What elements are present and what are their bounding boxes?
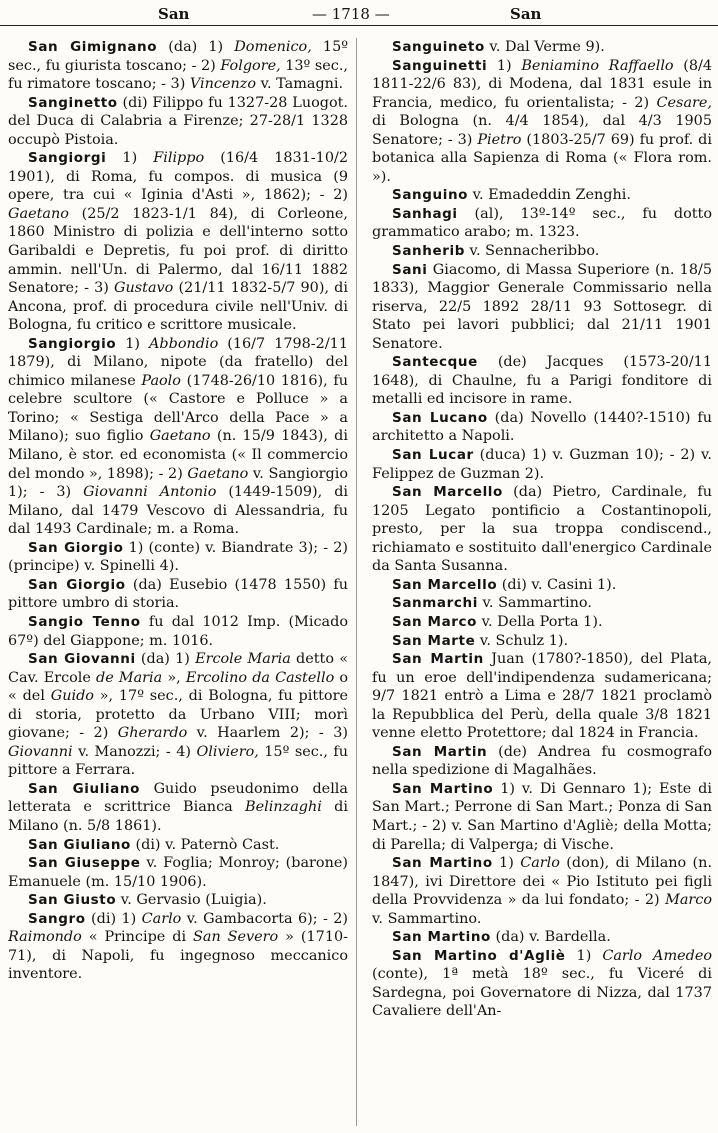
entry-italic-text: San Severo (193, 929, 279, 946)
dictionary-entry (372, 613, 712, 632)
entry-headword: San Gimignano (28, 39, 158, 55)
entry-italic-text: Giovanni (8, 743, 73, 760)
entry-text: (1449-1509), di Milano, dal 1479 Vescovo di Alessandria, fu dal 1493 Cardinale; m. a Roma. (8, 484, 348, 538)
entry-italic-text: Guido (50, 688, 94, 705)
dictionary-entry (372, 409, 712, 446)
dictionary-entry (372, 57, 712, 187)
entry-text: Guido pseudonimo della letterata e scrittrice Bianca (8, 780, 348, 816)
entry-italic-text: Gaetano (187, 465, 249, 482)
entry-italic-text: Gaetano (8, 205, 69, 222)
entry-headword: Sanguinetti (392, 57, 488, 74)
entry-text: 1) (conte) v. Biandrate 3); - 2) (principe) v. Spinelli 4). (8, 539, 348, 575)
dictionary-entry (8, 539, 348, 576)
entry-italic-text: Gherardo (117, 725, 188, 742)
entry-italic-text: Gaetano (149, 428, 211, 445)
dictionary-entry (372, 576, 712, 595)
entry-headword: Sangiorgio (28, 335, 117, 352)
entry-headword: San Martino d'Agliè (392, 947, 566, 964)
dictionary-entry (8, 854, 348, 891)
entry-text: v. Manozzi; - 4) (72, 743, 197, 760)
entry-italic-text: Vincenzo (189, 76, 257, 93)
dictionary-entry (372, 743, 712, 780)
entry-text: (da) 1) (157, 39, 235, 55)
entry-headword: Sangio Tenno (28, 613, 141, 630)
entry-italic-text: Belinzaghi (245, 799, 322, 816)
entry-text: v. Sangiorgio 1); - 3) (8, 465, 348, 501)
entry-text: di Milano (n. 5/8 1861). (8, 799, 348, 834)
dictionary-entry (8, 576, 348, 613)
dictionary-entry (372, 780, 712, 854)
entry-italic-text: Abbondio (149, 335, 219, 352)
entry-italic-text: Carlo (141, 910, 182, 927)
entry-text: (duca) 1) v. Guzman 10); - 2) v. Felippez de Guzman 2). (372, 447, 712, 482)
entry-text: (al), 13º-14º sec., fu dotto grammatico arabo; m. 1323. (372, 205, 712, 241)
entry-text: v. Gervasio (Luigia). (116, 892, 267, 909)
dictionary-entry (372, 446, 712, 483)
entry-text: (de) Andrea fu cosmografo nella spedizione di Magalhães. (372, 743, 712, 779)
entry-headword: San Marte (392, 632, 476, 649)
entry-text: (di) v. Paternò Cast. (130, 836, 280, 853)
entry-italic-text: Cesare, (656, 94, 712, 111)
left-column (8, 38, 348, 1128)
entry-text: (n. 15/9 1843), di Milano, è stor. ed economista (« Il commercio del mondo », 1898); - 2) (8, 428, 348, 482)
entry-text: Giacomo, di Massa Superiore (n. 18/5 1833), Maggior Generale Commissario nella riserva, 22/5 1892 28/11 93 Sottosegr. di Stato pei lavori pubblici; dal 21/11 1901 Senatore. (372, 261, 712, 352)
entry-headword: Sanguino (392, 187, 469, 204)
dictionary-entry (372, 947, 712, 1021)
entry-italic-text: Raimondo (8, 929, 82, 946)
entry-headword: San Giorgio (28, 576, 126, 593)
entry-italic-text: Giovanni Antonio (83, 484, 217, 501)
dictionary-entry (372, 205, 712, 242)
page-header (0, 4, 718, 26)
entry-text: (conte), 1ª metà 18º sec., fu Viceré di Sardegna, poi Governatore di Nizza, dal 1737 Cavaliere dell'An- (372, 966, 712, 1020)
entry-text: 1) (565, 947, 603, 964)
entry-headword: Sanherib (392, 243, 465, 260)
entry-text: (25/2 1823-1/1 84), di Corleone, 1860 Ministro di polizia e dell'interno sotto Garibaldi e Depretis, fu poi prof. di diritto ammin. nell'Un. di Palermo, dal 16/11 1882 Senatore; - 3) (8, 205, 348, 297)
dictionary-entry (372, 186, 712, 205)
entry-text: (da) Pietro, Cardinale, fu 1205 Legato pontificio a Costantinopoli, presto, per la sua troppa condiscend., richiamato e sostituito dall'energico Cardinale da Santa Susanna. (372, 484, 712, 575)
entry-headword: Santecque (392, 354, 478, 371)
entry-text: (1748-26/10 1816), fu celebre scultore (« Castore e Polluce » a Torino; « Sestiga dell'Arco della Pace » a Milano); suo figlio (8, 372, 348, 445)
entry-italic-text: Marco (665, 892, 712, 909)
entry-headword: San Lucano (392, 409, 488, 426)
entry-text: Juan (1780?-1850), del Plata, fu un eroe dell'indipendenza sudamericana; 9/7 1821 entrò a Lima e 28/7 1821 proclamò la Repubblica del Perù, della quale 3/8 1821 venne eletto Protettore; dal 1824 in Francia. (372, 651, 712, 742)
entry-text: (8/4 1811-22/6 83), di Modena, dal 1831 esule in Francia, medico, fu orientalista; - 2) (372, 57, 712, 111)
entry-headword: San Giuseppe (28, 855, 141, 872)
column-divider (356, 38, 357, 1126)
entry-text: (16/4 1831-10/2 1901), di Roma, fu compos. di musica (9 opere, tra cui « Iginia d'Asti », 1862); - 2) (8, 150, 348, 204)
entry-headword: San Giusto (28, 892, 117, 909)
dictionary-entry (372, 650, 712, 743)
dictionary-entry (372, 353, 712, 409)
entry-text: v. Sammartino. (477, 595, 592, 612)
entry-headword: Sanhagi (392, 205, 458, 222)
entry-headword: San Marcello (392, 484, 503, 501)
entry-text: 15º sec., fu giurista toscano; - 2) (8, 39, 348, 74)
entry-headword: San Marco (392, 613, 478, 630)
entry-text: 13º sec., fu rimatore toscano; - 3) (8, 57, 348, 93)
dictionary-entry (372, 483, 712, 576)
dictionary-entry (8, 780, 348, 836)
entry-text: 1) (116, 335, 150, 352)
entry-italic-text: Carlo Amedeo (602, 947, 712, 964)
entry-text: 1) (106, 150, 154, 167)
entry-headword: San Martino (392, 780, 494, 797)
entry-text: fu dal 1012 Imp. (Micado 67º) del Giappone; m. 1016. (8, 613, 348, 649)
dictionary-entry (372, 928, 712, 947)
entry-italic-text: Ercole Maria (195, 651, 291, 668)
entry-headword: San Lucar (392, 447, 474, 464)
dictionary-entry (372, 632, 712, 651)
dictionary-entry (8, 910, 348, 984)
entry-text: v. Della Porta 1). (477, 613, 603, 630)
entry-text: v. Sammartino. (372, 910, 482, 927)
entry-headword: Sanmarchi (392, 595, 478, 612)
dictionary-entry (8, 613, 348, 650)
entry-text: v. Tamagni. (256, 76, 344, 93)
dictionary-entry (8, 38, 348, 94)
entry-italic-text: Beniamino Raffaello (521, 57, 674, 74)
entry-italic-text: Oliviero, (196, 743, 259, 760)
entry-text: o « del (8, 669, 348, 705)
entry-text: », (162, 669, 186, 686)
entry-text: (de) Jacques (1573-20/11 1648), di Chaulne, fu a Parigi fonditore di metalli ed incisore in rame. (372, 354, 712, 408)
entry-text: (di) Filippo fu 1327-28 Luogot. del Duca di Calabria a Firenze; 27-28/1 1328 occupò Pistoia. (8, 94, 348, 148)
dictionary-entry (8, 650, 348, 780)
entry-italic-text: Pietro (477, 131, 522, 148)
entry-text: v. Gambacorta 6); - 2) (181, 910, 348, 927)
entry-text: di Bologna (n. 4/4 1854), dal 4/3 1905 Senatore; - 3) (372, 113, 712, 148)
entry-headword: San Giovanni (28, 651, 136, 668)
dictionary-entry (8, 94, 348, 150)
entry-text: v. Dal Verme 9). (484, 39, 605, 55)
dictionary-entry (372, 594, 712, 613)
entry-headword: San Martin (392, 651, 484, 668)
entry-italic-text: Paolo (141, 372, 181, 389)
entry-headword: San Marcello (392, 576, 498, 593)
dictionary-entry (372, 38, 712, 57)
entry-text: (da) 1) (135, 651, 196, 668)
entry-text: (1803-25/7 69) fu prof. di botanica alla Sapienza di Roma (« Flora rom. »). (372, 131, 712, 185)
entry-headword: Sani (392, 261, 428, 278)
header-right-keyword: San (510, 5, 542, 23)
entry-text: v. Sennacheribbo. (464, 243, 600, 260)
entry-text: v. Foglia; Monroy; (barone) Emanuele (m. 15/10 1906). (8, 855, 348, 890)
entry-italic-text: Carlo (520, 855, 560, 872)
entry-text: (da) v. Bardella. (490, 929, 611, 946)
entry-text: v. Schulz 1). (475, 632, 569, 649)
entry-text: detto « Cav. Ercole (8, 651, 348, 686)
entry-text: (di) 1) (85, 910, 142, 927)
entry-headword: Sangro (28, 910, 86, 927)
entry-italic-text: de Maria (96, 669, 163, 686)
entry-text: », 17º sec., di Bologna, fu pittore di storia, protetto da Urbano VIII; morì giovane; - 2) (8, 688, 348, 742)
entry-headword: San Giorgio (28, 539, 124, 556)
entry-text: « Principe di (81, 929, 193, 946)
entry-text: 1) (492, 855, 521, 872)
entry-text: » (1710-71), di Napoli, fu ingegnoso meccanico inventore. (8, 929, 348, 983)
entry-italic-text: Filippo (153, 150, 205, 167)
dictionary-entry (8, 891, 348, 910)
entry-italic-text: Domenico, (234, 39, 312, 55)
entry-text: (don), di Milano (n. 1847), ivi Direttore dei « Pio Istituto pei figli della Provvidenza » da lui fondato; - 2) (372, 855, 712, 909)
header-left-keyword: San (158, 5, 190, 23)
entry-text: v. Emadeddin Zenghi. (468, 187, 631, 204)
entry-text: 15º sec., fu pittore a Ferrara. (8, 743, 348, 779)
entry-headword: San Giuliano (28, 836, 131, 853)
dictionary-entry (8, 149, 348, 334)
dictionary-entry (372, 854, 712, 928)
entry-text: (16/7 1798-2/11 1879), di Milano, nipote (da fratello) del chimico milanese (8, 335, 348, 389)
entry-italic-text: Ercolino da Castello (185, 669, 335, 686)
entry-headword: Sangiorgi (28, 150, 107, 167)
entry-text: 1) (487, 57, 522, 74)
entry-headword: Sanguineto (392, 39, 485, 55)
entry-text: (da) Novello (1440?-1510) fu architetto a Napoli. (372, 409, 712, 445)
entry-italic-text: Folgore, (220, 57, 281, 74)
entry-headword: Sanginetto (28, 94, 118, 111)
entry-text: (da) Eusebio (1478 1550) fu pittore umbro di storia. (8, 576, 348, 612)
entry-text: (21/11 1832-5/7 90), di Ancona, prof. di procedura civile nell'Univ. di Bologna, fu critico e scrittore musicale. (8, 280, 348, 334)
dictionary-entry (8, 836, 348, 855)
page-number: — 1718 — (312, 5, 390, 23)
entry-headword: San Giuliano (28, 780, 140, 797)
entry-text: (di) v. Casini 1). (497, 576, 617, 593)
dictionary-entry (372, 242, 712, 261)
entry-italic-text: Gustavo (114, 280, 174, 297)
dictionary-entry (372, 261, 712, 354)
entry-headword: San Martin (392, 743, 488, 760)
right-column (372, 38, 712, 1128)
entry-text: v. Haarlem 2); - 3) (187, 725, 348, 742)
entry-headword: San Martino (392, 929, 491, 946)
entry-headword: San Martino (392, 855, 493, 872)
entry-text: 1) v. Di Gennaro 1); Este di San Mart.; Perrone di San Mart.; Ponza di San Mart.; - 2) v. San Martino d'Agliè; della Motta; di Parella; di Valperga; di Vische. (372, 780, 712, 853)
dictionary-entry (8, 335, 348, 539)
